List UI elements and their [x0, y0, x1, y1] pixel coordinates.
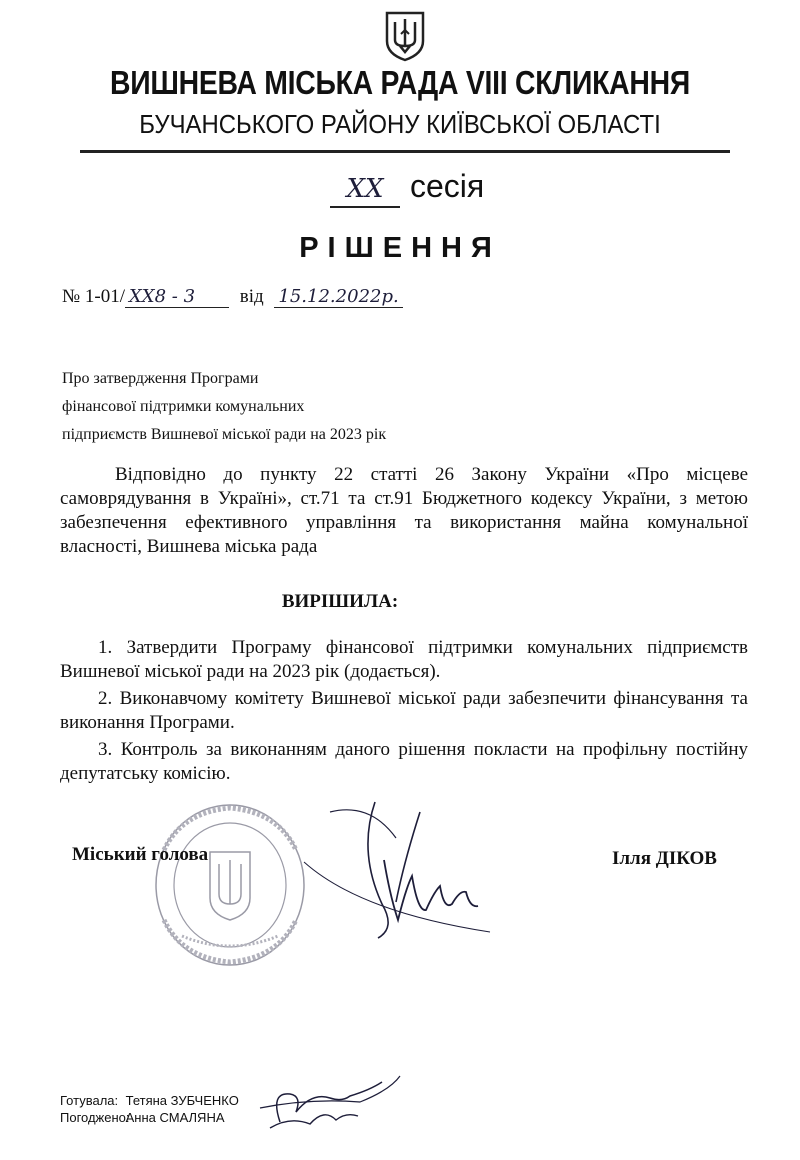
- official-seal: [152, 800, 308, 970]
- district-name: БУЧАНСЬКОГО РАЙОНУ КИЇВСЬКОЇ ОБЛАСТІ: [139, 109, 661, 139]
- agreed-name: Анна СМАЛЯНА: [125, 1110, 225, 1125]
- number-handwritten: XX8 - 3: [125, 286, 229, 308]
- subject-line: Про затвердження Програми: [62, 370, 259, 387]
- approval-footer: [60, 1092, 239, 1126]
- signatory-title: Міський голова: [72, 844, 209, 865]
- agreed-row: [60, 1109, 239, 1126]
- prepared-name: Тетяна ЗУБЧЕНКО: [125, 1093, 239, 1108]
- session-number: XX: [330, 172, 400, 208]
- header-rule: [80, 150, 730, 153]
- document-subject: [62, 365, 482, 449]
- session-line: [330, 168, 484, 208]
- mayor-signature: [300, 792, 500, 942]
- coat-of-arms-icon: [382, 10, 428, 62]
- resolved-heading: ВИРІШИЛА:: [281, 591, 399, 612]
- date-handwritten: 15.12.2022р.: [274, 286, 402, 308]
- document-type: РІШЕННЯ: [299, 232, 501, 264]
- prepared-row: [60, 1092, 239, 1109]
- decision-items: [60, 636, 748, 789]
- subject-line: підприємств Вишневої міської ради на 2023 рік: [62, 426, 387, 443]
- council-name: ВИШНЕВА МІСЬКА РАДА VIII СКЛИКАННЯ: [109, 64, 691, 101]
- prepared-label: Готувала:: [60, 1093, 119, 1108]
- subject-line: фінансової підтримки комунальних: [62, 398, 305, 415]
- agreed-label: Погоджено:: [60, 1110, 130, 1125]
- number-prefix: № 1-01/: [62, 286, 125, 307]
- registration-line: [62, 286, 403, 308]
- date-prefix: від: [239, 286, 264, 307]
- session-word: сесія: [410, 168, 485, 204]
- decision-item: 2. Виконавчому комітету Вишневої міської ради забезпечити фінансування та виконання Програми.: [60, 688, 748, 733]
- signatory-name: Ілля ДІКОВ: [612, 848, 717, 869]
- decision-item: 3. Контроль за виконанням даного рішення покласти на профільну постійну депутатську комісію.: [60, 739, 748, 784]
- decision-item: 1. Затвердити Програму фінансової підтримки комунальних підприємств Вишневої міської ради на 2023 рік (додається).: [60, 637, 748, 682]
- preamble-paragraph: Відповідно до пункту 22 статті 26 Закону України «Про місцеве самоврядування в Україні», ст.71 та ст.91 Бюджетного кодексу України, з метою забезпечення ефективного управління та використання майна комунальної власності, Вишнева міська рада: [60, 464, 748, 557]
- approval-signatures: [250, 1072, 410, 1142]
